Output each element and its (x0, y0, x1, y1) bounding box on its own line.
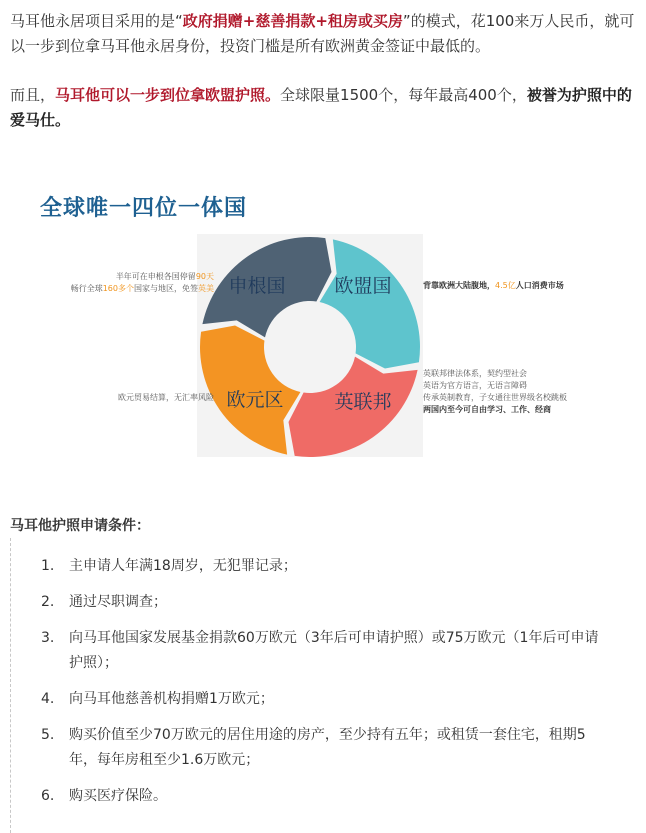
intro-text: 全球限量1500个，每年最高400个， (280, 86, 527, 104)
note-text: 国家与地区，免签 (134, 284, 198, 293)
note-line: 英联邦律法体系，契约型社会 (423, 369, 527, 378)
intro-paragraph-2 (10, 83, 635, 133)
condition-number: 3. (41, 630, 55, 646)
note-eurozone: 欧元贸易结算，无汇率风险 (118, 393, 214, 402)
note-text: 背靠欧洲大陆腹地， (423, 281, 495, 290)
segment-label-schengen: 申根国 (228, 275, 286, 297)
note-eu (423, 280, 564, 292)
condition-text: 向马耳他慈善机构捐赠1万欧元； (69, 691, 274, 707)
cycle-diagram (197, 234, 423, 457)
cycle-svg (197, 234, 423, 457)
intro-paragraph-1 (10, 9, 635, 59)
condition-item (41, 687, 611, 712)
note-highlight: 英美 (198, 284, 214, 293)
note-commonwealth (423, 368, 567, 416)
note-text: 人口消费市场 (515, 281, 564, 290)
conditions-title: 马耳他护照申请条件： (10, 518, 150, 534)
condition-item (41, 554, 611, 579)
intro-bold: 被誉为护照中的爱马仕。 (10, 86, 632, 129)
note-schengen (71, 271, 214, 295)
note-line: 两国内至今可自由学习、工作、经商 (423, 405, 551, 414)
condition-text: 购买医疗保险。 (69, 788, 167, 804)
conditions-list (41, 554, 611, 820)
condition-number: 2. (41, 594, 55, 610)
condition-text: 向马耳他国家发展基金捐款60万欧元（3年后可申请护照）或75万欧元（1年后可申请护照）； (69, 630, 599, 671)
segment-label-eurozone: 欧元区 (226, 389, 284, 411)
condition-item (41, 626, 611, 676)
note-text: 半年可在申根各国停留 (115, 272, 196, 281)
intro-text: 马耳他永居项目采用的是“ (10, 12, 183, 30)
condition-text: 通过尽职调查； (69, 594, 167, 610)
note-line: 传承英制教育，子女通往世界级名校跳板 (423, 393, 567, 402)
note-highlight: 4.5亿 (495, 281, 516, 290)
condition-item (41, 590, 611, 615)
intro-text: 而且， (10, 86, 56, 104)
conditions-box (10, 538, 636, 833)
condition-number: 4. (41, 691, 55, 707)
intro-text: ”的模式，花100来万人民币，就可以一步到位拿马耳他永居身份，投资门槛是所有欧洲黄金签证中最低的。 (10, 12, 635, 55)
intro-highlight: 政府捐赠+慈善捐款+租房或买房 (182, 12, 403, 30)
note-highlight: 160多个 (102, 284, 134, 293)
cycle-center (268, 305, 352, 389)
intro-highlight: 马耳他可以一步到位拿欧盟护照。 (55, 86, 281, 104)
segment-label-commonwealth: 英联邦 (334, 391, 392, 413)
segment-label-eu: 欧盟国 (334, 275, 392, 297)
note-line: 英语为官方语言，无语言障碍 (423, 381, 527, 390)
note-highlight: 90天 (195, 272, 214, 281)
condition-number: 6. (41, 788, 55, 804)
chart-title: 全球唯一四位一体国 (40, 196, 248, 221)
condition-number: 5. (41, 727, 55, 743)
condition-item (41, 784, 611, 809)
condition-text: 主申请人年满18周岁，无犯罪记录； (69, 558, 297, 574)
condition-item (41, 723, 611, 773)
condition-number: 1. (41, 558, 55, 574)
note-text: 畅行全球 (70, 284, 103, 293)
condition-text: 购买价值至少70万欧元的居住用途的房产，至少持有五年；或租赁一套住宅，租期5年，每年房租至少1.6万欧元； (69, 727, 586, 768)
